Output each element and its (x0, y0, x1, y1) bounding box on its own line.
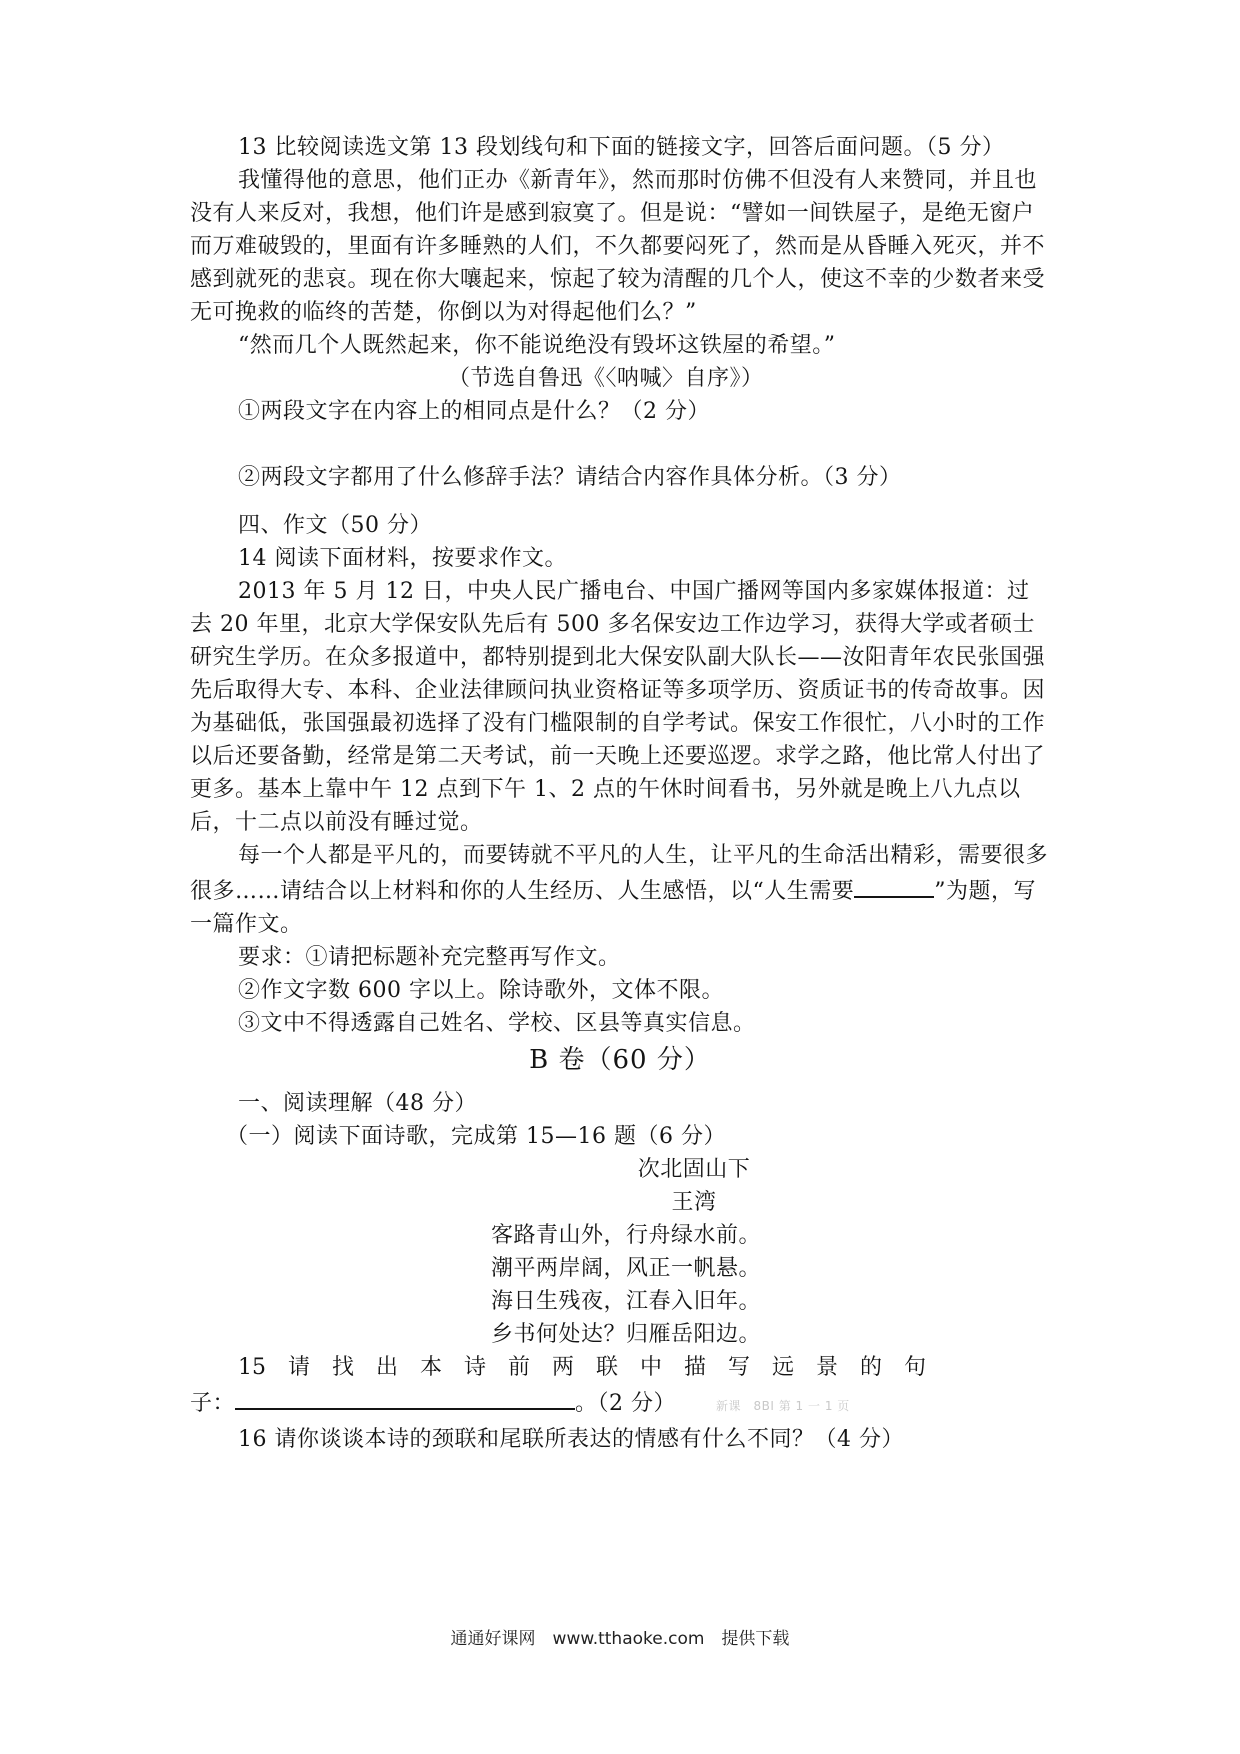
q13-passage-2: “然而几个人既然起来，你不能说绝没有毁坏这铁屋的希望。” (238, 333, 836, 358)
q14-req-1: 要求：①请把标题补充完整再写作文。 (238, 945, 621, 970)
q16: 16 请你谈谈本诗的颈联和尾联所表达的情感有什么不同？（4 分） (238, 1427, 904, 1452)
part-b-heading: 一、阅读理解（48 分） (238, 1091, 477, 1116)
q15-lead: 子： (190, 1391, 236, 1416)
q13-title: 13 比较阅读选文第 13 段划线句和下面的链接文字，回答后面问题。（5 分） (238, 135, 1005, 160)
q14-title: 14 阅读下面材料，按要求作文。 (238, 546, 567, 571)
poem-line: 潮平两岸阔，风正一帆悬。 (491, 1256, 762, 1281)
q15-score: 。（2 分） (575, 1391, 677, 1416)
section4-heading: 四、作文（50 分） (238, 513, 432, 538)
question-13 (190, 131, 1050, 494)
poem-line: 海日生残夜，江春入旧年。 (491, 1289, 762, 1314)
faint-watermark: 新课 8BI 第 1 一 1 页 (716, 1399, 850, 1413)
q13-sub-1: ①两段文字在内容上的相同点是什么？（2 分） (238, 399, 710, 424)
q13-sub-2: ②两段文字都用了什么修辞手法？请结合内容作具体分析。（3 分） (238, 465, 902, 490)
q14-material: 2013 年 5 月 12 日，中央人民广播电台、中国广播网等国内多家媒体报道：过去 20 年里，北京大学保安队先后有 500 多名保安边工作边学习，获得大学或者硕士研究生学历。在众多报道中，都特别提到北大保安队副大队长——汝阳青年农民张国强先后取得大专、本科、企业法律顾问执业资格证等多项学历、资质证书的传奇故事。因为基础低，张国强最初选择了没有门槛限制的自学考试。保安工作很忙，八小时的工作以后还要备勤，经常是第二天考试，前一天晚上还要巡逻。求学之路，他比常人付出了更多。基本上靠中午 12 点到下午 1、2 点的午休时间看书，另外就是晚上八九点以后，十二点以前没有睡过觉。 (190, 579, 1046, 835)
title-blank (854, 872, 934, 898)
section-composition (190, 509, 1050, 1040)
q13-passage: 我懂得他的意思，他们正办《新青年》，然而那时仿佛不但没有人来赞同，并且也没有人来反对，我想，他们许是感到寂寞了。但是说：“譬如一间铁屋子，是绝无窗户而万难破毁的，里面有许多睡熟的人们，不久都要闷死了，然而是从昏睡入死灭，并不感到就死的悲哀。现在你大嚷起来，惊起了较为清醒的几个人，使这不幸的少数者来受无可挽救的临终的苦楚，你倒以为对得起他们么？” (190, 168, 1046, 325)
part-b-title: B 卷（60 分） (529, 1045, 711, 1075)
q14-prompt-a: 每一个人都是平凡的，而要铸就不平凡的人生，让平凡的生命活出精彩，需要很多很多……请结合以上材料和你的人生经历、人生感悟，以“人生需要 (190, 843, 1049, 904)
poem-line: 乡书何处达？归雁岳阳边。 (491, 1322, 762, 1347)
part-b (190, 1044, 1050, 1456)
q14-prompt (190, 839, 1050, 941)
q14-req-3: ③文中不得透露自己姓名、学校、区县等真实信息。 (238, 1011, 756, 1036)
part-b-sub: （一）阅读下面诗歌，完成第 15—16 题（6 分） (226, 1124, 726, 1149)
q15-line-2 (190, 1384, 1050, 1423)
q15-line-1: 15 请 找 出 本 诗 前 两 联 中 描 写 远 景 的 句 (238, 1355, 926, 1380)
poem-title: 次北固山下 (637, 1157, 751, 1182)
q14-req-2: ②作文字数 600 字以上。除诗歌外，文体不限。 (238, 978, 724, 1003)
poem-author: 王湾 (671, 1190, 717, 1215)
answer-blank (235, 1384, 575, 1410)
q14-prompt-b: ”为题，写一篇作文。 (190, 879, 1036, 937)
poem-body (190, 1219, 1050, 1351)
poem-line: 客路青山外，行舟绿水前。 (491, 1223, 762, 1248)
q13-source: （节选自鲁迅《〈呐喊〉自序》） (448, 366, 764, 391)
footer: 通通好课网 www.tthaoke.com 提供下载 (450, 1629, 790, 1649)
